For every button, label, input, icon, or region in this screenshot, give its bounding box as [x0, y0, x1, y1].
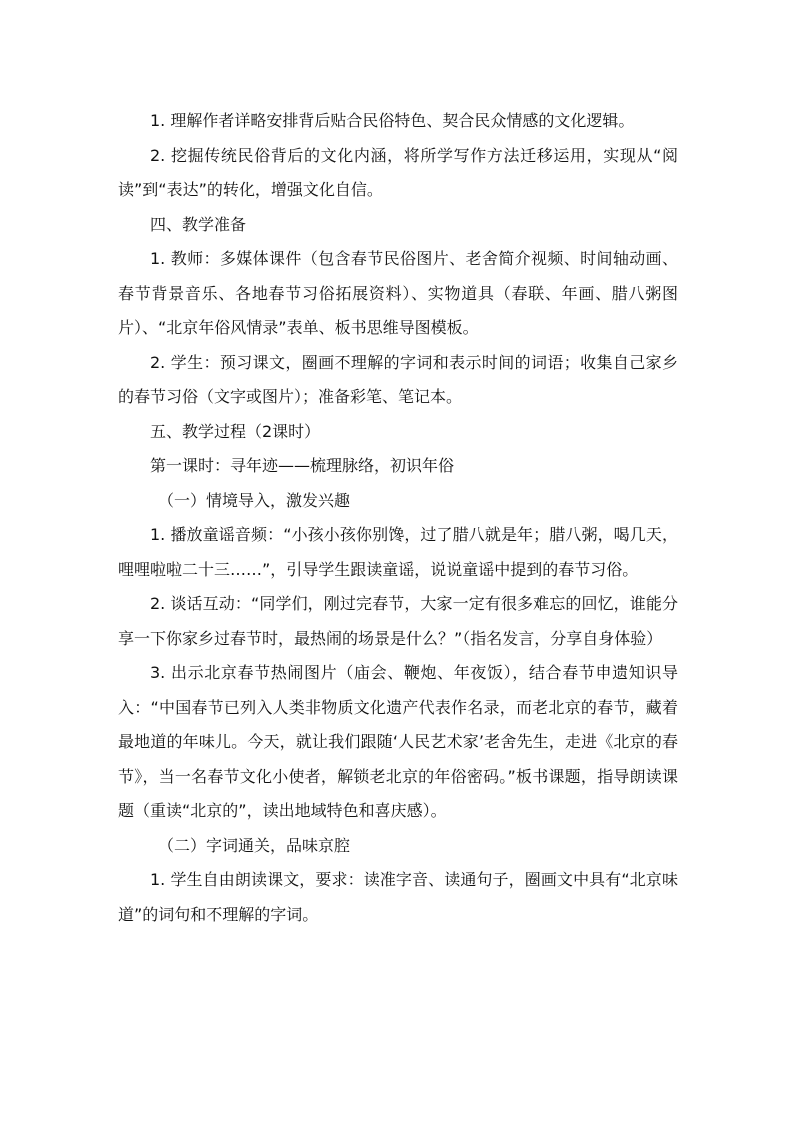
objective-item-1: 1. 理解作者详略安排背后贴合民俗特色、契合民众情感的文化逻辑。 [150, 111, 635, 130]
process-item-2: 2. 谈话互动：“同学们，刚过完春节，大家一定有很多难忘的回忆，谁能分享一下你家乡过春节时，最热闹的场景是什么？”（指名发言，分享自身体验） [118, 594, 678, 648]
section-heading-teaching-process: 五、教学过程（2课时） [150, 421, 321, 441]
subsection-heading-vocabulary: （二）字词通关，品味京腔 [158, 835, 351, 855]
preparation-item-teacher: 1. 教师：多媒体课件（包含春节民俗图片、老舍简介视频、时间轴动画、春节背景音乐、各地春节习俗拓展资料）、实物道具（春联、年画、腊八粥图片）、“北京年俗风情录”表单、板书思维导图模板。 [118, 249, 678, 337]
lesson-heading-first-period: 第一课时：寻年迹——梳理脉络，初识年俗 [150, 456, 455, 475]
process-item-3: 3. 出示北京春节热闹图片（庙会、鞭炮、年夜饭），结合春节申遗知识导入：“中国春节已列入人类非物质文化遗产代表作名录，而老北京的春节，藏着最地道的年味儿。今天，就让我们跟随‘人民艺术家’老舍先生，走进《北京的春节》，当一名春节文化小使者，解锁老北京的年俗密码。”板书课题，指导朗读课题（重读“北京的”，读出地域特色和喜庆感）。 [118, 663, 678, 820]
preparation-item-student: 2. 学生：预习课文，圈画不理解的字词和表示时间的词语；收集自己家乡的春节习俗（文字或图片）；准备彩笔、笔记本。 [118, 352, 678, 406]
section-heading-teaching-preparation: 四、教学准备 [150, 214, 247, 234]
subsection-heading-introduction: （一）情境导入，激发兴趣 [158, 490, 351, 510]
document-body [118, 104, 678, 932]
vocabulary-item-1: 1. 学生自由朗读课文，要求：读准字音、读通句子，圈画文中具有“北京味道”的词句和不理解的字词。 [118, 870, 678, 924]
process-item-1: 1. 播放童谣音频：“小孩小孩你别馋，过了腊八就是年；腊八粥，喝几天，哩哩啦啦二十三……”，引导学生跟读童谣，说说童谣中提到的春节习俗。 [118, 525, 678, 579]
objective-item-2: 2. 挖掘传统民俗背后的文化内涵，将所学写作方法迁移运用，实现从“阅读”到“表达”的转化，增强文化自信。 [118, 145, 678, 199]
